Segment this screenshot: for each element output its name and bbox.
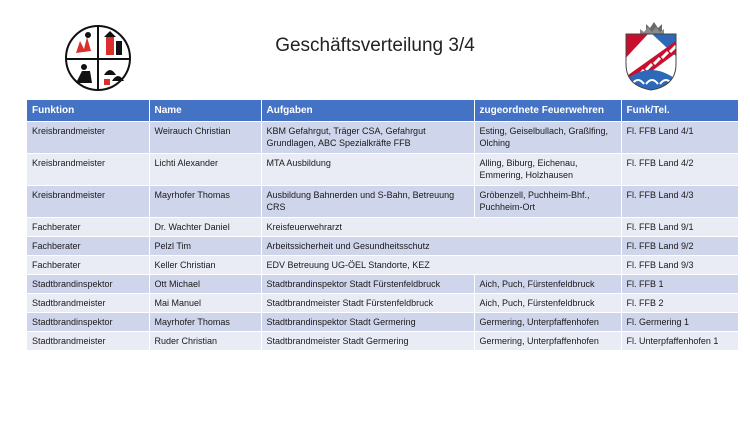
cell-funk: Fl. FFB Land 9/1 <box>621 218 738 237</box>
cell-funk: Fl. FFB Land 9/2 <box>621 237 738 256</box>
table-row <box>27 275 738 294</box>
cell-funktion: Kreisbrandmeister <box>27 186 149 218</box>
cell-feuerwehren: Gröbenzell, Puchheim-Bhf., Puchheim-Ort <box>474 186 621 218</box>
cell-name: Ruder Christian <box>149 332 261 351</box>
table-row <box>27 154 738 186</box>
cell-aufgaben: Ausbildung Bahnerden und S-Bahn, Betreuung CRS <box>261 186 474 218</box>
cell-funktion: Kreisbrandmeister <box>27 154 149 186</box>
cell-funktion: Stadtbrandmeister <box>27 332 149 351</box>
cell-name: Keller Christian <box>149 256 261 275</box>
column-header-funktion: Funktion <box>27 100 149 122</box>
table-row <box>27 237 738 256</box>
cell-name: Mai Manuel <box>149 294 261 313</box>
cell-funk: Fl. FFB Land 4/3 <box>621 186 738 218</box>
cell-feuerwehren: Germering, Unterpfaffenhofen <box>474 332 621 351</box>
cell-name: Lichti Alexander <box>149 154 261 186</box>
column-header-aufgaben: Aufgaben <box>261 100 474 122</box>
cell-aufgaben: Stadtbrandinspektor Stadt Fürstenfeldbruck <box>261 275 474 294</box>
cell-funktion: Fachberater <box>27 218 149 237</box>
cell-name: Ott Michael <box>149 275 261 294</box>
cell-funk: Fl. FFB 2 <box>621 294 738 313</box>
cell-funk: Fl. Germering 1 <box>621 313 738 332</box>
cell-name: Pelzl Tim <box>149 237 261 256</box>
cell-aufgaben: Stadtbrandinspektor Stadt Germering <box>261 313 474 332</box>
cell-aufgaben: Arbeitssicherheit und Gesundheitsschutz <box>261 237 621 256</box>
table-row <box>27 313 738 332</box>
cell-name: Dr. Wachter Daniel <box>149 218 261 237</box>
cell-aufgaben: Stadtbrandmeister Stadt Germering <box>261 332 474 351</box>
cell-feuerwehren: Alling, Biburg, Eichenau, Emmering, Holzhausen <box>474 154 621 186</box>
cell-funk: Fl. FFB Land 4/1 <box>621 122 738 154</box>
cell-funk: Fl. FFB 1 <box>621 275 738 294</box>
cell-funktion: Stadtbrandinspektor <box>27 313 149 332</box>
cell-funk: Fl. FFB Land 9/3 <box>621 256 738 275</box>
cell-aufgaben: Stadtbrandmeister Stadt Fürstenfeldbruck <box>261 294 474 313</box>
cell-name: Weirauch Christian <box>149 122 261 154</box>
cell-name: Mayrhofer Thomas <box>149 313 261 332</box>
page-title: Geschäftsverteilung 3/4 <box>275 35 475 56</box>
cell-feuerwehren: Aich, Puch, Fürstenfeldbruck <box>474 275 621 294</box>
cell-feuerwehren: Aich, Puch, Fürstenfeldbruck <box>474 294 621 313</box>
table-header-row <box>27 100 738 122</box>
duty-table <box>27 100 739 350</box>
cell-funktion: Kreisbrandmeister <box>27 122 149 154</box>
cell-funk: Fl. FFB Land 4/2 <box>621 154 738 186</box>
cell-funktion: Fachberater <box>27 237 149 256</box>
cell-feuerwehren: Esting, Geiselbullach, Graßlfing, Olching <box>474 122 621 154</box>
table-row <box>27 332 738 351</box>
table-row <box>27 256 738 275</box>
cell-aufgaben: KBM Gefahrgut, Träger CSA, Gefahrgut Grundlagen, ABC Spezialkräfte FFB <box>261 122 474 154</box>
cell-funktion: Stadtbrandmeister <box>27 294 149 313</box>
cell-funktion: Stadtbrandinspektor <box>27 275 149 294</box>
table-row <box>27 122 738 154</box>
cell-funktion: Fachberater <box>27 256 149 275</box>
cell-aufgaben: MTA Ausbildung <box>261 154 474 186</box>
coat-of-arms-icon <box>622 20 680 92</box>
cell-aufgaben: EDV Betreuung UG-ÖEL Standorte, KEZ <box>261 256 621 275</box>
cell-feuerwehren: Germering, Unterpfaffenhofen <box>474 313 621 332</box>
cell-funk: Fl. Unterpfaffenhofen 1 <box>621 332 738 351</box>
table-row <box>27 186 738 218</box>
cell-name: Mayrhofer Thomas <box>149 186 261 218</box>
cell-aufgaben: Kreisfeuerwehrarzt <box>261 218 621 237</box>
column-header-funk: Funk/Tel. <box>621 100 738 122</box>
table-row <box>27 294 738 313</box>
column-header-feuerwehren: zugeordnete Feuerwehren <box>474 100 621 122</box>
table-row <box>27 218 738 237</box>
column-header-name: Name <box>149 100 261 122</box>
fire-brigade-emblem <box>64 23 132 93</box>
